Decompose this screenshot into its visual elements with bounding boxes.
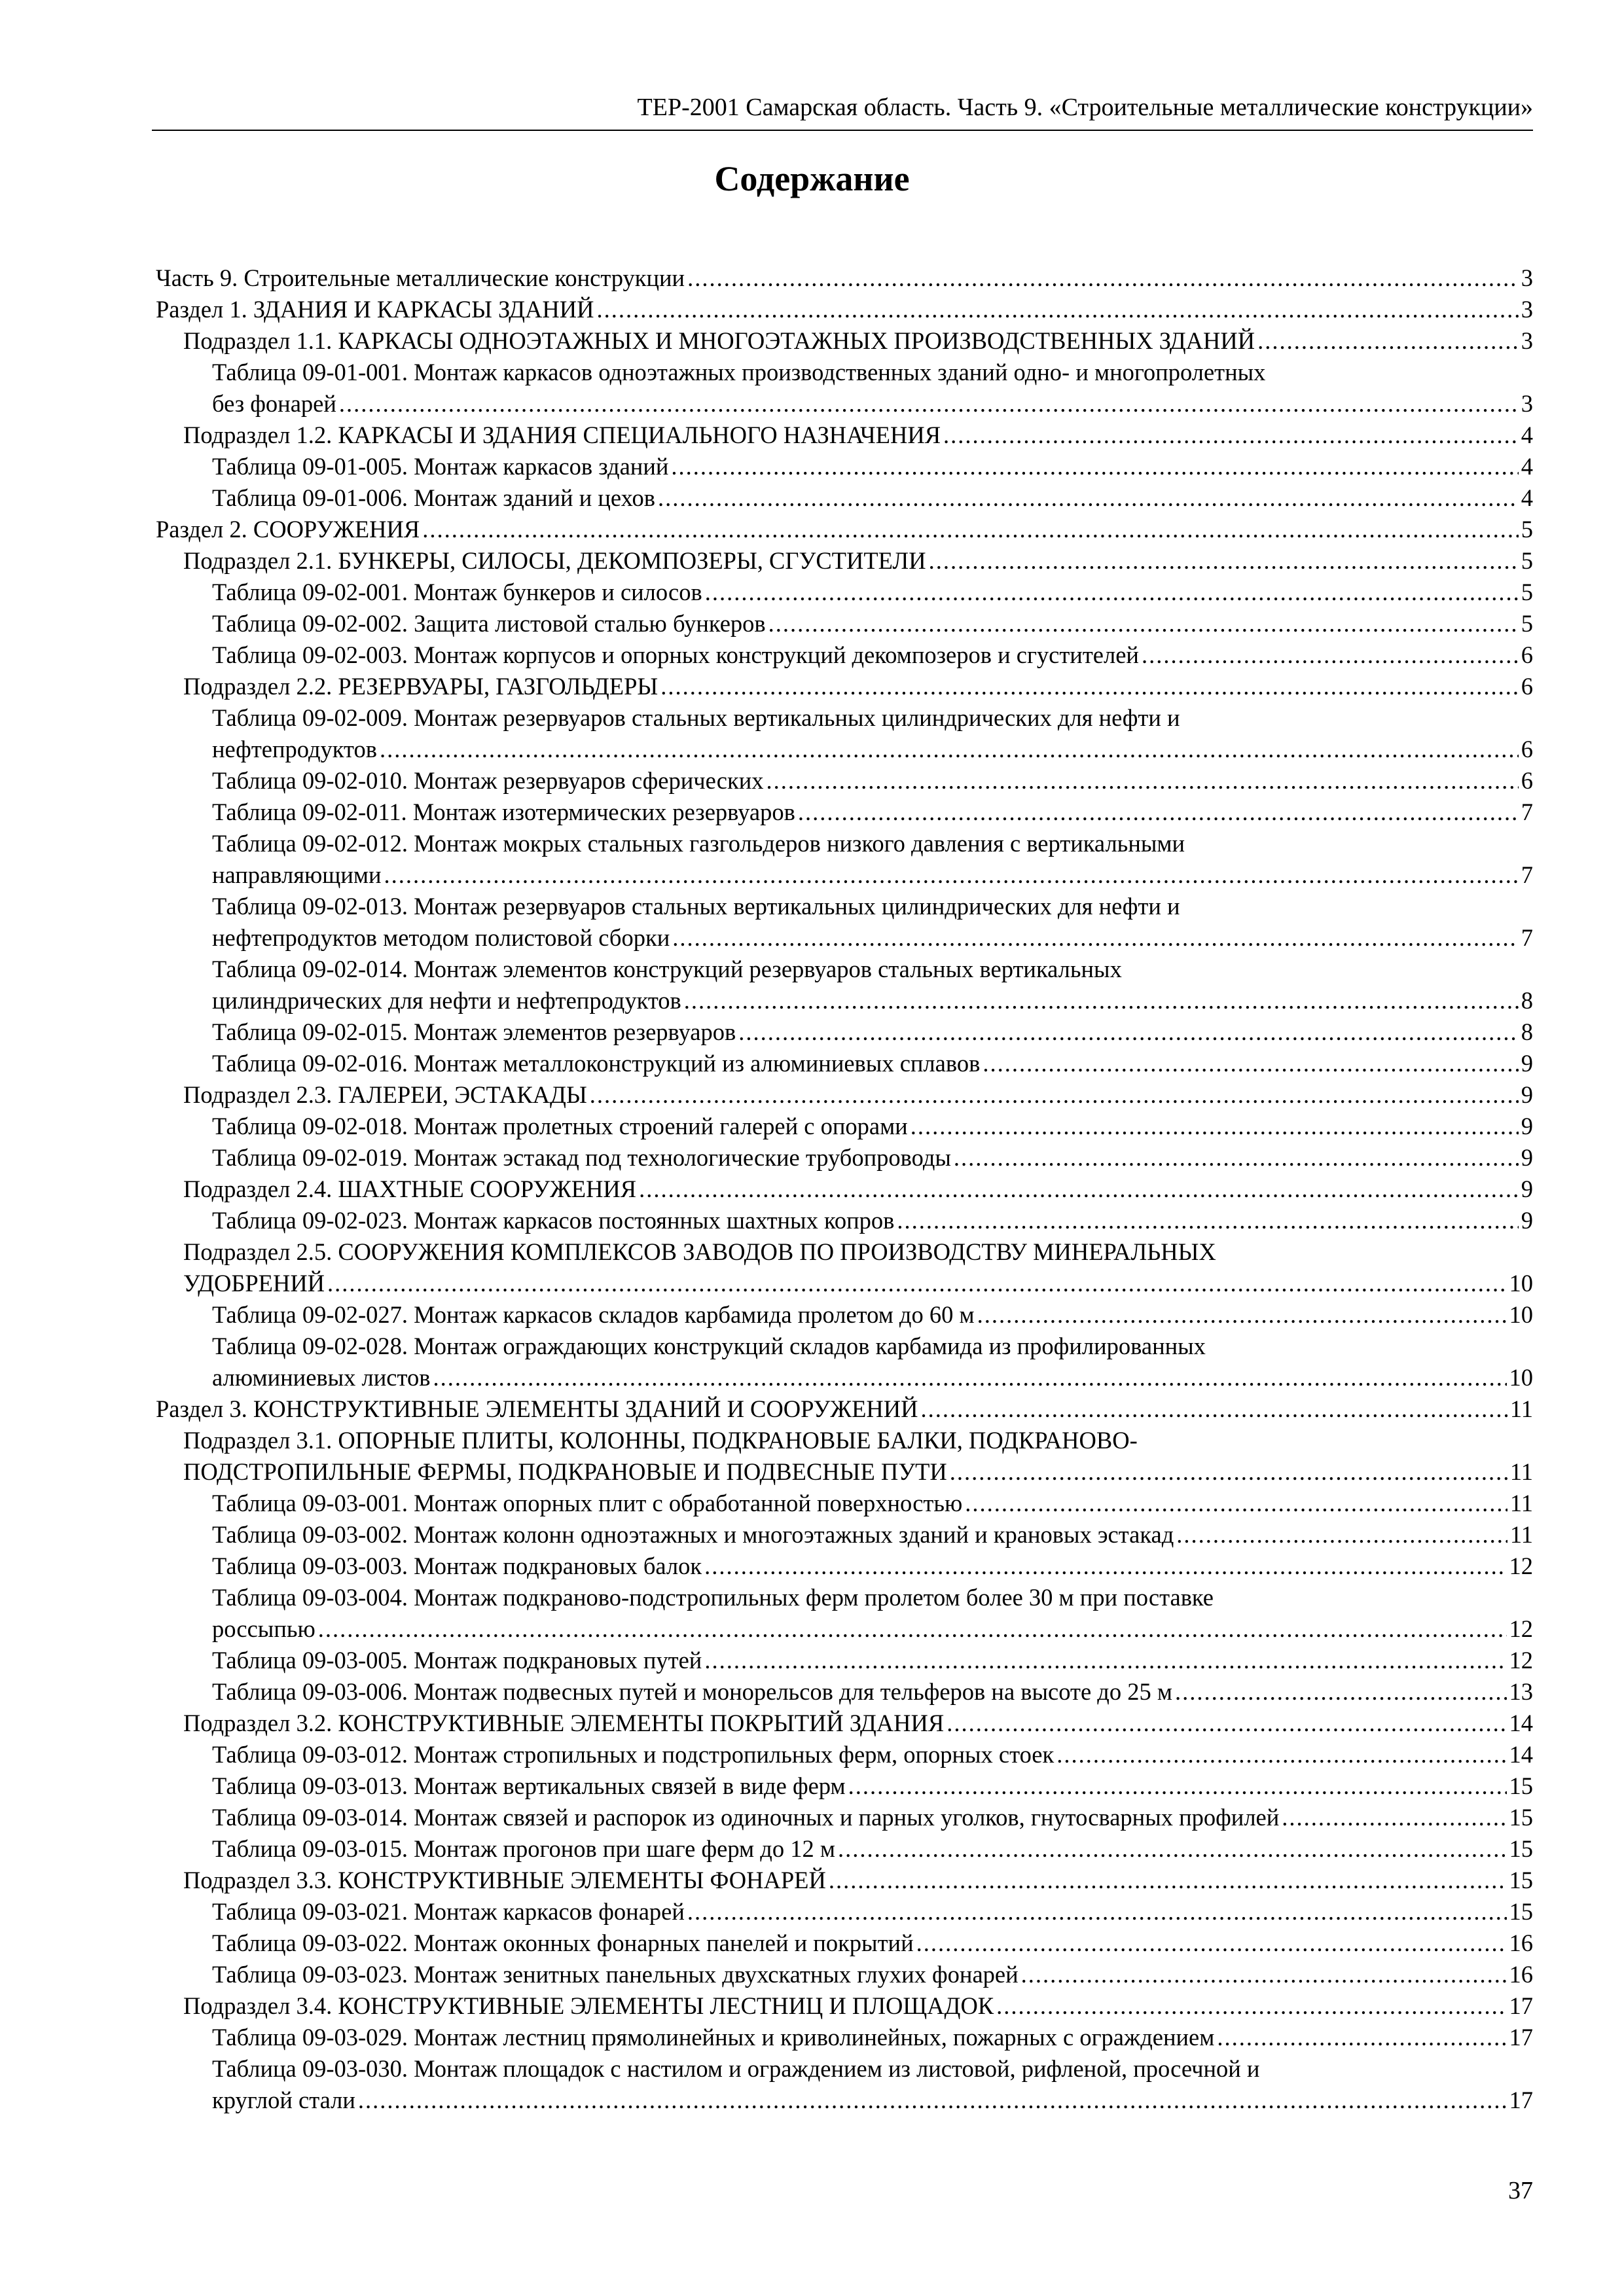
toc-entry-page: 10 bbox=[1509, 1270, 1533, 1297]
toc-entry-page: 9 bbox=[1521, 1113, 1533, 1139]
toc-entry-text: Подраздел 3.2. КОНСТРУКТИВНЫЕ ЭЛЕМЕНТЫ ПОКРЫТИЙ ЗДАНИЯ bbox=[183, 1710, 945, 1736]
toc-entry-text: россыпью bbox=[212, 1615, 316, 1642]
toc-entry[interactable] bbox=[156, 797, 1533, 828]
toc-entry-text-line1: Таблица 09-03-030. Монтаж площадок с настилом и ограждением из листовой, рифленой, просечной и bbox=[212, 2055, 1260, 2082]
toc-entry[interactable] bbox=[156, 1236, 1533, 1299]
toc-entry[interactable] bbox=[156, 639, 1533, 671]
dot-leader bbox=[704, 1551, 1506, 1582]
toc-entry[interactable] bbox=[156, 294, 1533, 325]
dot-leader bbox=[911, 1111, 1519, 1142]
toc-entry[interactable] bbox=[156, 1676, 1533, 1708]
dot-leader bbox=[705, 577, 1519, 608]
dot-leader bbox=[848, 1770, 1507, 1802]
toc-entry-text-line1: Подраздел 2.5. СООРУЖЕНИЯ КОМПЛЕКСОВ ЗАВОДОВ ПО ПРОИЗВОДСТВУ МИНЕРАЛЬНЫХ bbox=[183, 1238, 1216, 1265]
toc-entry-page: 14 bbox=[1509, 1741, 1533, 1768]
dot-leader bbox=[943, 420, 1519, 451]
toc-entry-text-line1: Таблица 09-02-028. Монтаж ограждающих конструкций складов карбамида из профилированных bbox=[212, 1333, 1206, 1359]
toc-entry-text: Подраздел 1.1. КАРКАСЫ ОДНОЭТАЖНЫХ И МНОГОЭТАЖНЫХ ПРОИЗВОДСТВЕННЫХ ЗДАНИЙ bbox=[183, 327, 1255, 354]
toc-entry-text: Подраздел 2.4. ШАХТНЫЕ СООРУЖЕНИЯ bbox=[183, 1175, 637, 1202]
toc-entry-text-line1: Таблица 09-02-012. Монтаж мокрых стальных газгольдеров низкого давления с вертикальными bbox=[212, 830, 1185, 857]
toc-entry-page: 15 bbox=[1509, 1898, 1533, 1925]
toc-entry-page: 15 bbox=[1509, 1804, 1533, 1831]
toc-entry[interactable] bbox=[156, 1896, 1533, 1928]
toc-entry[interactable] bbox=[156, 608, 1533, 639]
toc-entry-text: ПОДСТРОПИЛЬНЫЕ ФЕРМЫ, ПОДКРАНОВЫЕ И ПОДВЕСНЫЕ ПУТИ bbox=[183, 1458, 947, 1485]
dot-leader bbox=[658, 482, 1519, 514]
dot-leader bbox=[920, 1393, 1507, 1425]
toc-entry-text: Таблица 09-02-011. Монтаж изотермических резервуаров bbox=[212, 798, 795, 825]
dot-leader bbox=[596, 294, 1518, 325]
toc-entry-text: Таблица 09-03-013. Монтаж вертикальных связей в виде ферм bbox=[212, 1772, 846, 1799]
toc-entry[interactable] bbox=[156, 1079, 1533, 1111]
toc-entry[interactable] bbox=[156, 1708, 1533, 1739]
toc-entry-text: Таблица 09-03-029. Монтаж лестниц прямолинейных и криволинейных, пожарных с ограждением bbox=[212, 2024, 1215, 2051]
toc-entry[interactable] bbox=[156, 765, 1533, 797]
dot-leader bbox=[950, 1456, 1507, 1488]
toc-entry-page: 4 bbox=[1521, 453, 1533, 480]
toc-entry-page: 5 bbox=[1521, 547, 1533, 574]
dot-leader bbox=[829, 1865, 1507, 1896]
toc-entry-text: Таблица 09-03-014. Монтаж связей и распорок из одиночных и парных уголков, гнутосварных профилей bbox=[212, 1804, 1280, 1831]
dot-leader bbox=[1257, 325, 1519, 357]
toc-entry[interactable] bbox=[156, 1205, 1533, 1236]
toc-entry[interactable] bbox=[156, 891, 1533, 954]
toc-entry-page: 10 bbox=[1509, 1301, 1533, 1328]
dot-leader bbox=[433, 1362, 1506, 1393]
dot-leader bbox=[996, 1990, 1506, 2022]
toc-entry-text: Таблица 09-02-003. Монтаж корпусов и опорных конструкций декомпозеров и сгустителей bbox=[212, 641, 1139, 668]
dot-leader bbox=[929, 545, 1519, 577]
toc-entry-page: 15 bbox=[1509, 1835, 1533, 1862]
toc-entry-text: Таблица 09-03-022. Монтаж оконных фонарных панелей и покрытий bbox=[212, 1929, 914, 1956]
dot-leader bbox=[1056, 1739, 1506, 1770]
toc-entry-page: 9 bbox=[1521, 1207, 1533, 1234]
toc-entry-text: Раздел 3. КОНСТРУКТИВНЫЕ ЭЛЕМЕНТЫ ЗДАНИЙ И СООРУЖЕНИЙ bbox=[156, 1395, 918, 1422]
toc-entry-text: Таблица 09-02-019. Монтаж эстакад под технологические трубопроводы bbox=[212, 1144, 951, 1171]
toc-entry-page: 11 bbox=[1509, 1458, 1533, 1485]
dot-leader bbox=[1176, 1519, 1507, 1551]
toc-entry-page: 16 bbox=[1509, 1929, 1533, 1956]
toc-entry[interactable] bbox=[156, 702, 1533, 765]
toc-entry-text: Таблица 09-03-003. Монтаж подкрановых балок bbox=[212, 1552, 702, 1579]
dot-leader bbox=[947, 1708, 1506, 1739]
toc-entry-text: алюминиевых листов bbox=[212, 1364, 431, 1391]
toc-entry-page: 3 bbox=[1521, 390, 1533, 417]
toc-entry[interactable] bbox=[156, 1739, 1533, 1770]
toc-entry-text: Таблица 09-03-006. Монтаж подвесных путей и монорельсов для тельферов на высоте до 25 м bbox=[212, 1678, 1172, 1705]
toc-entry-text: Подраздел 3.3. КОНСТРУКТИВНЫЕ ЭЛЕМЕНТЫ ФОНАРЕЙ bbox=[183, 1867, 826, 1893]
toc-entry[interactable] bbox=[156, 451, 1533, 482]
toc-entry-page: 3 bbox=[1521, 264, 1533, 291]
toc-entry-text: Таблица 09-03-023. Монтаж зенитных панельных двухскатных глухих фонарей bbox=[212, 1961, 1019, 1988]
dot-leader bbox=[1021, 1959, 1507, 1990]
toc-entry-page: 17 bbox=[1509, 2087, 1533, 2113]
toc-entry-page: 6 bbox=[1521, 641, 1533, 668]
dot-leader bbox=[1217, 2022, 1506, 2053]
dot-leader bbox=[590, 1079, 1519, 1111]
toc-entry-text-line1: Таблица 09-02-014. Монтаж элементов конструкций резервуаров стальных вертикальных bbox=[212, 956, 1122, 982]
dot-leader bbox=[1282, 1802, 1506, 1833]
toc-entry[interactable] bbox=[156, 577, 1533, 608]
toc-entry-page: 12 bbox=[1509, 1615, 1533, 1642]
toc-entry-page: 7 bbox=[1521, 798, 1533, 825]
toc-entry-text-line1: Таблица 09-01-001. Монтаж каркасов одноэтажных производственных зданий одно- и многопролетных bbox=[212, 359, 1266, 386]
toc-entry-text: Таблица 09-02-010. Монтаж резервуаров сферических bbox=[212, 767, 764, 794]
toc-entry-text: Подраздел 2.1. БУНКЕРЫ, СИЛОСЫ, ДЕКОМПОЗЕРЫ, СГУСТИТЕЛИ bbox=[183, 547, 926, 574]
toc-entry[interactable] bbox=[156, 1299, 1533, 1331]
dot-leader bbox=[798, 797, 1519, 828]
toc-entry-text: Таблица 09-03-015. Монтаж прогонов при шаге ферм до 12 м bbox=[212, 1835, 835, 1862]
toc-entry[interactable] bbox=[156, 1551, 1533, 1582]
toc-entry-page: 15 bbox=[1509, 1867, 1533, 1893]
toc-entry-text-line1: Таблица 09-02-009. Монтаж резервуаров стальных вертикальных цилиндрических для нефти и bbox=[212, 704, 1180, 731]
toc-entry-page: 5 bbox=[1521, 516, 1533, 543]
toc-entry-page: 11 bbox=[1509, 1521, 1533, 1548]
toc-entry-page: 5 bbox=[1521, 579, 1533, 605]
toc-entry-page: 5 bbox=[1521, 610, 1533, 637]
toc-entry-page: 6 bbox=[1521, 673, 1533, 700]
toc-entry-text: Таблица 09-03-012. Монтаж стропильных и подстропильных ферм, опорных стоек bbox=[212, 1741, 1055, 1768]
toc-entry-page: 10 bbox=[1509, 1364, 1533, 1391]
toc-entry-page: 17 bbox=[1509, 2024, 1533, 2051]
toc-entry-page: 3 bbox=[1521, 296, 1533, 323]
toc-entry-page: 9 bbox=[1521, 1175, 1533, 1202]
toc-entry-text: Таблица 09-02-015. Монтаж элементов резервуаров bbox=[212, 1018, 736, 1045]
dot-leader bbox=[318, 1613, 1507, 1645]
dot-leader bbox=[660, 671, 1519, 702]
toc-entry[interactable] bbox=[156, 262, 1533, 294]
dot-leader bbox=[671, 451, 1518, 482]
toc-entry[interactable] bbox=[156, 1645, 1533, 1676]
dot-leader bbox=[339, 388, 1519, 420]
toc-entry-text: Подраздел 3.4. КОНСТРУКТИВНЫЕ ЭЛЕМЕНТЫ ЛЕСТНИЦ И ПЛОЩАДОК bbox=[183, 1992, 994, 2019]
toc-entry[interactable] bbox=[156, 1519, 1533, 1551]
toc-entry[interactable] bbox=[156, 1393, 1533, 1425]
toc-entry-page: 9 bbox=[1521, 1081, 1533, 1108]
toc-entry[interactable] bbox=[156, 1990, 1533, 2022]
toc-entry-text: Таблица 09-02-018. Монтаж пролетных строений галерей с опорами bbox=[212, 1113, 908, 1139]
toc-entry[interactable] bbox=[156, 514, 1533, 545]
toc-entry-page: 14 bbox=[1509, 1710, 1533, 1736]
page-number: 37 bbox=[1508, 2177, 1533, 2204]
toc-entry-page: 6 bbox=[1521, 736, 1533, 762]
dot-leader bbox=[916, 1928, 1507, 1959]
toc-entry[interactable] bbox=[156, 482, 1533, 514]
toc-entry[interactable] bbox=[156, 2053, 1533, 2116]
toc-entry-text: Таблица 09-02-027. Монтаж каркасов складов карбамида пролетом до 60 м bbox=[212, 1301, 975, 1328]
toc-entry-text: Таблица 09-03-001. Монтаж опорных плит с обработанной поверхностью bbox=[212, 1490, 963, 1516]
dot-leader bbox=[897, 1205, 1518, 1236]
toc-entry[interactable] bbox=[156, 1048, 1533, 1079]
dot-leader bbox=[687, 262, 1519, 294]
dot-leader bbox=[838, 1833, 1507, 1865]
header-divider bbox=[152, 130, 1533, 131]
toc-entry[interactable] bbox=[156, 1770, 1533, 1802]
toc-entry-text: круглой стали bbox=[212, 2087, 355, 2113]
dot-leader bbox=[766, 765, 1518, 797]
toc-entry-text: Таблица 09-01-006. Монтаж зданий и цехов bbox=[212, 484, 655, 511]
toc-entry[interactable] bbox=[156, 954, 1533, 1016]
toc-entry[interactable] bbox=[156, 1331, 1533, 1393]
dot-leader bbox=[672, 922, 1518, 954]
dot-leader bbox=[422, 514, 1519, 545]
toc-entry[interactable] bbox=[156, 1174, 1533, 1205]
dot-leader bbox=[954, 1142, 1519, 1174]
toc-entry-page: 12 bbox=[1509, 1552, 1533, 1579]
dot-leader bbox=[1175, 1676, 1507, 1708]
toc-entry-text: Таблица 09-03-002. Монтаж колонн одноэтажных и многоэтажных зданий и крановых эстакад bbox=[212, 1521, 1174, 1548]
dot-leader bbox=[327, 1268, 1506, 1299]
toc-entry-text: Таблица 09-02-023. Монтаж каркасов постоянных шахтных копров bbox=[212, 1207, 895, 1234]
dot-leader bbox=[983, 1048, 1518, 1079]
toc-entry[interactable] bbox=[156, 1959, 1533, 1990]
toc-entry[interactable] bbox=[156, 2022, 1533, 2053]
dot-leader bbox=[965, 1488, 1507, 1519]
table-of-contents bbox=[156, 262, 1533, 2116]
toc-entry[interactable] bbox=[156, 1016, 1533, 1048]
dot-leader bbox=[738, 1016, 1519, 1048]
dot-leader bbox=[687, 1896, 1507, 1928]
toc-entry-text: нефтепродуктов методом полистовой сборки bbox=[212, 924, 670, 951]
toc-entry-text: Раздел 1. ЗДАНИЯ И КАРКАСЫ ЗДАНИЙ bbox=[156, 296, 594, 323]
toc-entry[interactable] bbox=[156, 1833, 1533, 1865]
toc-entry[interactable] bbox=[156, 828, 1533, 891]
toc-entry-page: 3 bbox=[1521, 327, 1533, 354]
toc-entry-text: Подраздел 1.2. КАРКАСЫ И ЗДАНИЯ СПЕЦИАЛЬНОГО НАЗНАЧЕНИЯ bbox=[183, 422, 941, 448]
toc-entry-text: Часть 9. Строительные металлические конструкции bbox=[156, 264, 685, 291]
dot-leader bbox=[704, 1645, 1506, 1676]
toc-entry-text-line1: Таблица 09-03-004. Монтаж подкраново-подстропильных ферм пролетом более 30 м при поставке bbox=[212, 1584, 1214, 1611]
toc-entry[interactable] bbox=[156, 1111, 1533, 1142]
toc-entry-text: Таблица 09-02-016. Монтаж металлоконструкций из алюминиевых сплавов bbox=[212, 1050, 981, 1077]
dot-leader bbox=[358, 2085, 1507, 2116]
toc-entry[interactable] bbox=[156, 420, 1533, 451]
toc-entry-page: 15 bbox=[1509, 1772, 1533, 1799]
toc-entry[interactable] bbox=[156, 1802, 1533, 1833]
toc-entry[interactable] bbox=[156, 1865, 1533, 1896]
dot-leader bbox=[977, 1299, 1507, 1331]
toc-entry-text: Таблица 09-02-002. Защита листовой сталью бункеров bbox=[212, 610, 766, 637]
toc-entry-page: 9 bbox=[1521, 1144, 1533, 1171]
dot-leader bbox=[380, 734, 1519, 765]
toc-entry-text: цилиндрических для нефти и нефтепродуктов bbox=[212, 987, 681, 1014]
toc-entry[interactable] bbox=[156, 325, 1533, 357]
toc-entry-page: 9 bbox=[1521, 1050, 1533, 1077]
page-title: Содержание bbox=[714, 159, 910, 198]
toc-entry-page: 4 bbox=[1521, 484, 1533, 511]
toc-entry-text: Раздел 2. СООРУЖЕНИЯ bbox=[156, 516, 420, 543]
toc-entry-page: 11 bbox=[1509, 1395, 1533, 1422]
dot-leader bbox=[639, 1174, 1519, 1205]
toc-entry-text: Таблица 09-03-021. Монтаж каркасов фонарей bbox=[212, 1898, 685, 1925]
toc-entry-text: нефтепродуктов bbox=[212, 736, 377, 762]
toc-entry-text: Таблица 09-03-005. Монтаж подкрановых путей bbox=[212, 1647, 702, 1674]
toc-entry-text: Таблица 09-01-005. Монтаж каркасов зданий bbox=[212, 453, 669, 480]
toc-entry-page: 6 bbox=[1521, 767, 1533, 794]
toc-entry[interactable] bbox=[156, 671, 1533, 702]
toc-entry-text-line1: Подраздел 3.1. ОПОРНЫЕ ПЛИТЫ, КОЛОННЫ, ПОДКРАНОВЫЕ БАЛКИ, ПОДКРАНОВО- bbox=[183, 1427, 1138, 1454]
toc-entry-text: без фонарей bbox=[212, 390, 336, 417]
toc-entry-page: 12 bbox=[1509, 1647, 1533, 1674]
toc-entry-text: Подраздел 2.3. ГАЛЕРЕИ, ЭСТАКАДЫ bbox=[183, 1081, 587, 1108]
toc-entry[interactable] bbox=[156, 1488, 1533, 1519]
toc-entry-page: 11 bbox=[1509, 1490, 1533, 1516]
toc-entry-page: 7 bbox=[1521, 924, 1533, 951]
toc-entry[interactable] bbox=[156, 357, 1533, 420]
dot-leader bbox=[1142, 639, 1519, 671]
toc-entry-page: 17 bbox=[1509, 1992, 1533, 2019]
toc-entry[interactable] bbox=[156, 1142, 1533, 1174]
toc-entry[interactable] bbox=[156, 1928, 1533, 1959]
dot-leader bbox=[384, 859, 1519, 891]
dot-leader bbox=[684, 985, 1519, 1016]
running-header: ТЕР-2001 Самарская область. Часть 9. «Строительные металлические конструкции» bbox=[637, 94, 1533, 121]
toc-entry-text: Подраздел 2.2. РЕЗЕРВУАРЫ, ГАЗГОЛЬДЕРЫ bbox=[183, 673, 659, 700]
toc-entry-page: 13 bbox=[1509, 1678, 1533, 1705]
toc-entry-page: 8 bbox=[1521, 987, 1533, 1014]
toc-entry-page: 7 bbox=[1521, 861, 1533, 888]
dot-leader bbox=[768, 608, 1519, 639]
toc-entry-page: 4 bbox=[1521, 422, 1533, 448]
toc-entry[interactable] bbox=[156, 545, 1533, 577]
toc-entry-text: Таблица 09-02-001. Монтаж бункеров и силосов bbox=[212, 579, 702, 605]
toc-entry-page: 16 bbox=[1509, 1961, 1533, 1988]
toc-entry-text: направляющими bbox=[212, 861, 382, 888]
toc-entry-text-line1: Таблица 09-02-013. Монтаж резервуаров стальных вертикальных цилиндрических для нефти и bbox=[212, 893, 1180, 920]
toc-entry[interactable] bbox=[156, 1425, 1533, 1488]
toc-entry[interactable] bbox=[156, 1582, 1533, 1645]
toc-entry-text: УДОБРЕНИЙ bbox=[183, 1270, 325, 1297]
toc-entry-page: 8 bbox=[1521, 1018, 1533, 1045]
